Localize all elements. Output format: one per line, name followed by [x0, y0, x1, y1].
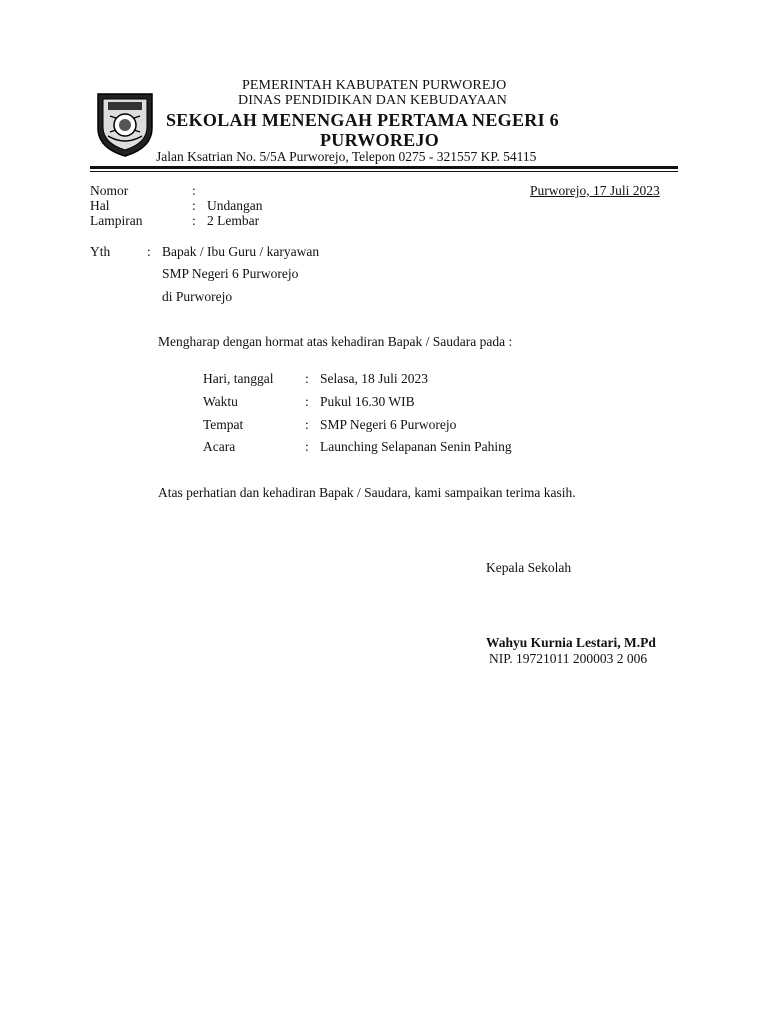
detail-value: Launching Selapanan Senin Pahing	[320, 439, 512, 454]
lampiran-label: Lampiran	[90, 213, 143, 228]
nomor-label: Nomor	[90, 183, 129, 198]
detail-label: Hari, tanggal	[203, 371, 274, 386]
signatory-nip: NIP. 19721011 200003 2 006	[489, 651, 648, 666]
recipient-line1: Bapak / Ibu Guru / karyawan	[162, 244, 320, 259]
hal-colon: :	[192, 198, 196, 213]
nomor-colon: :	[192, 183, 196, 198]
recipient-colon: :	[147, 244, 151, 259]
opening-paragraph: Mengharap dengan hormat atas kehadiran Bapak / Saudara pada :	[158, 334, 513, 349]
detail-colon: :	[305, 439, 309, 454]
school-name-line2: PURWOREJO	[320, 130, 440, 150]
detail-label: Waktu	[203, 394, 238, 409]
lampiran-value: 2 Lembar	[207, 213, 260, 228]
school-name-line1: SEKOLAH MENENGAH PERTAMA NEGERI 6	[166, 110, 559, 130]
government-name: PEMERINTAH KABUPATEN PURWOREJO	[242, 78, 507, 93]
hal-label: Hal	[90, 198, 110, 213]
detail-value: Selasa, 18 Juli 2023	[320, 371, 428, 386]
lampiran-colon: :	[192, 213, 196, 228]
letterhead-rule-thin	[90, 171, 678, 172]
detail-colon: :	[305, 371, 309, 386]
recipient-line3: di Purworejo	[162, 289, 233, 304]
detail-colon: :	[305, 417, 309, 432]
regency-emblem-icon	[94, 88, 156, 158]
detail-value: Pukul 16.30 WIB	[320, 394, 415, 409]
letter-date: Purworejo, 17 Juli 2023	[530, 183, 660, 198]
recipient-label: Yth	[90, 244, 111, 259]
signatory-name: Wahyu Kurnia Lestari, M.Pd	[486, 635, 656, 650]
recipient-line2: SMP Negeri 6 Purworejo	[162, 266, 299, 281]
detail-colon: :	[305, 394, 309, 409]
detail-label: Acara	[203, 439, 236, 454]
detail-value: SMP Negeri 6 Purworejo	[320, 417, 457, 432]
detail-label: Tempat	[203, 417, 244, 432]
closing-paragraph: Atas perhatian dan kehadiran Bapak / Saudara, kami sampaikan terima kasih.	[158, 485, 576, 500]
letterhead-rule-thick	[90, 166, 678, 169]
school-address: Jalan Ksatrian No. 5/5A Purworejo, Telepon 0275 - 321557 KP. 54115	[156, 149, 537, 164]
hal-value: Undangan	[207, 198, 263, 213]
signatory-title: Kepala Sekolah	[486, 560, 572, 575]
department-name: DINAS PENDIDIKAN DAN KEBUDAYAAN	[238, 93, 507, 108]
